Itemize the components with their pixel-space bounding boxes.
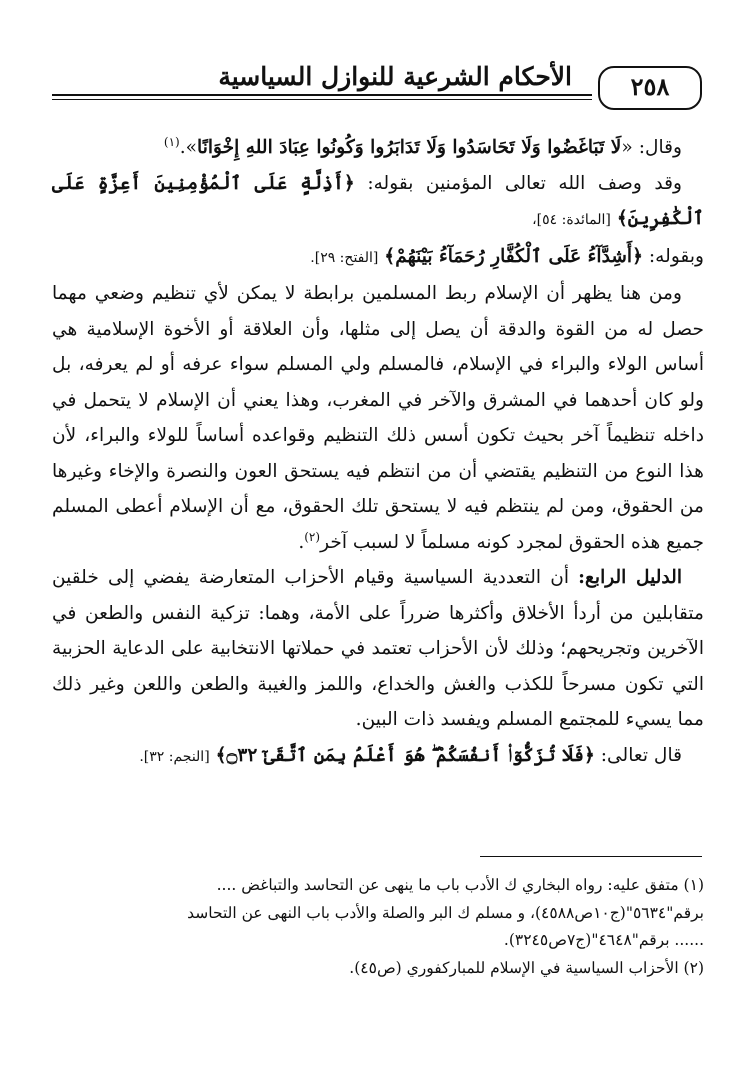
quran-verse-3: ﴿فَلَا تُزَكُّوٓا۟ أَنفُسَكُمْ ۖ هُوَ أَعْلَمُ بِمَنِ ٱتَّقَىٰٓ ۝٣٢﴾ (215, 744, 595, 766)
verse-intro-3: قال تعالى: (600, 744, 682, 766)
paragraph-islamic-bond: ومن هنا يظهر أن الإسلام ربط المسلمين برابطة لا يمكن لأي تنظيم وضعي مهما حصل له من القوة والدقة أن يصل إلى مثلها، وأن العلاقة أو الأخوة الإسلامية هي أساس الولاء والبراء في الإسلام، فالمسلم ولي المسلم سواء عرفه أو لم يعرفه، بل ولو كان أحدهما في المشرق والآخر في المغرب، وهذا يعني أن الإسلام لا يتحمل في داخله تنظيماً آخر بحيث تكون أسس ذلك التنظيم وقواعده أساساً للولاء والبراء، لأن هذا النوع من التنظيم يقتضي أن من انتظم فيه يستحق العون والنصرة والإخاء وغيرها من الحقوق، ومن لم ينتظم فيه لا يستحق تلك الحقوق، مع أن الإسلام أعطى المسلم جميع هذه الحقوق لمجرد كونه مسلماً لا لسبب آخر$^{(٢)}$. (52, 283, 704, 553)
hadith-intro: وقال: « (621, 137, 682, 158)
paragraph-verse-3 (52, 738, 704, 776)
hadith-quote: لَا تَبَاغَضُوا وَلَا تَحَاسَدُوا وَلَا تَدَابَرُوا وَكُونُوا عِبَادَ اللهِ إِخْوَانًا (197, 137, 622, 158)
fourth-evidence-heading: الدليل الرابع: (578, 567, 682, 588)
page-header (52, 56, 702, 116)
running-title: الأحكام الشرعية للنوازل السياسية (218, 62, 572, 91)
hadith-close: ». (179, 137, 198, 158)
verse-reference-2: [الفتح: ٢٩]. (310, 249, 379, 266)
footnote-mark-2[interactable]: (٢) (304, 529, 321, 544)
footnote-1-line-3: ...... برقم"٤٦٤٨"(ج٧ص٣٢٤٥). (503, 931, 704, 949)
footnote-mark-1[interactable]: (١) (163, 134, 180, 149)
paragraph-verse-1 (52, 166, 704, 239)
paragraph-islamic-bond-text: ومن هنا يظهر أن الإسلام ربط المسلمين برابطة لا يمكن لأي تنظيم وضعي مهما حصل له من القوة والدقة أن يصل إلى مثلها، وأن العلاقة أو الأخوة الإسلامية هي أساس الولاء والبراء في الإسلام، فالمسلم ولي المسلم سواء عرفه أو لم يعرفه، بل ولو كان أحدهما في المشرق والآخر في المغرب، وهذا يعني أن الإسلام لا يتحمل في داخله تنظيماً آخر بحيث تكون أسس ذلك التنظيم وقواعده أساساً للولاء والبراء، لأن هذا النوع من التنظيم يقتضي أن من انتظم فيه يستحق العون والنصرة والإخاء وغيرها من الحقوق، ومن لم ينتظم فيه لا يستحق تلك الحقوق، مع أن الإسلام أعطى المسلم جميع هذه الحقوق لمجرد كونه مسلماً لا لسبب آخر (52, 283, 704, 553)
fourth-evidence-text: أن التعددية السياسية وقيام الأحزاب المتعارضة يفضي إلى خلقين متقابلين من أردأ الأخلاق وأكثرها ضرراً على الأمة، وهما: تزكية النفس والطعن في الآخرين وتجريحهم؛ وذلك لأن الأحزاب تعتمد في حملاتها الانتخابية على الدعاية الحزبية التي تكون مسرحاً للكذب والغش والخداع، واللمز والغيبة والطعن واللعن وغير ذلك مما يسيء للمجتمع المسلم ويفسد ذات البين. (52, 567, 704, 730)
paragraph-fourth-evidence (52, 560, 704, 738)
footnote-1-line-1: (١) متفق عليه: رواه البخاري ك الأدب باب ما ينهى عن التحاسد والتباغض .... (216, 876, 704, 894)
verse-intro-1: وقد وصف الله تعالى المؤمنين بقوله: (367, 172, 682, 194)
paragraph-hadith (52, 130, 704, 166)
footnotes (52, 872, 704, 982)
verse-reference-3: [النجم: ٣٢]. (139, 748, 210, 765)
verse-reference-1: [المائدة: ٥٤]، (532, 212, 611, 228)
header-rule-thin (52, 99, 592, 100)
paragraph-verse-2 (52, 239, 704, 277)
verse-intro-2: وبقوله: (648, 245, 704, 267)
page-number: ٢٥٨ (598, 66, 702, 110)
quran-verse-1: ﴿أَذِلَّةٍ عَلَى ٱلْمُؤْمِنِينَ أَعِزَّةٍ عَلَى ٱلْكَٰفِرِينَ﴾ (52, 172, 704, 229)
quran-verse-2: ﴿أَشِدَّآءُ عَلَى ٱلْكُفَّارِ رُحَمَآءُ بَيْنَهُمْ﴾ (384, 245, 643, 267)
main-text (52, 130, 704, 775)
footnote-1-line-2: برقم"٥٦٣٤"(ج١٠ص٤٥٨٨)، و مسلم ك البر والصلة والأدب باب النهى عن التحاسد (187, 903, 704, 922)
footnote-2: (٢) الأحزاب السياسية في الإسلام للمباركفوري (ص٤٥). (349, 958, 704, 977)
header-rule (52, 94, 592, 96)
footnote-separator (480, 856, 702, 857)
